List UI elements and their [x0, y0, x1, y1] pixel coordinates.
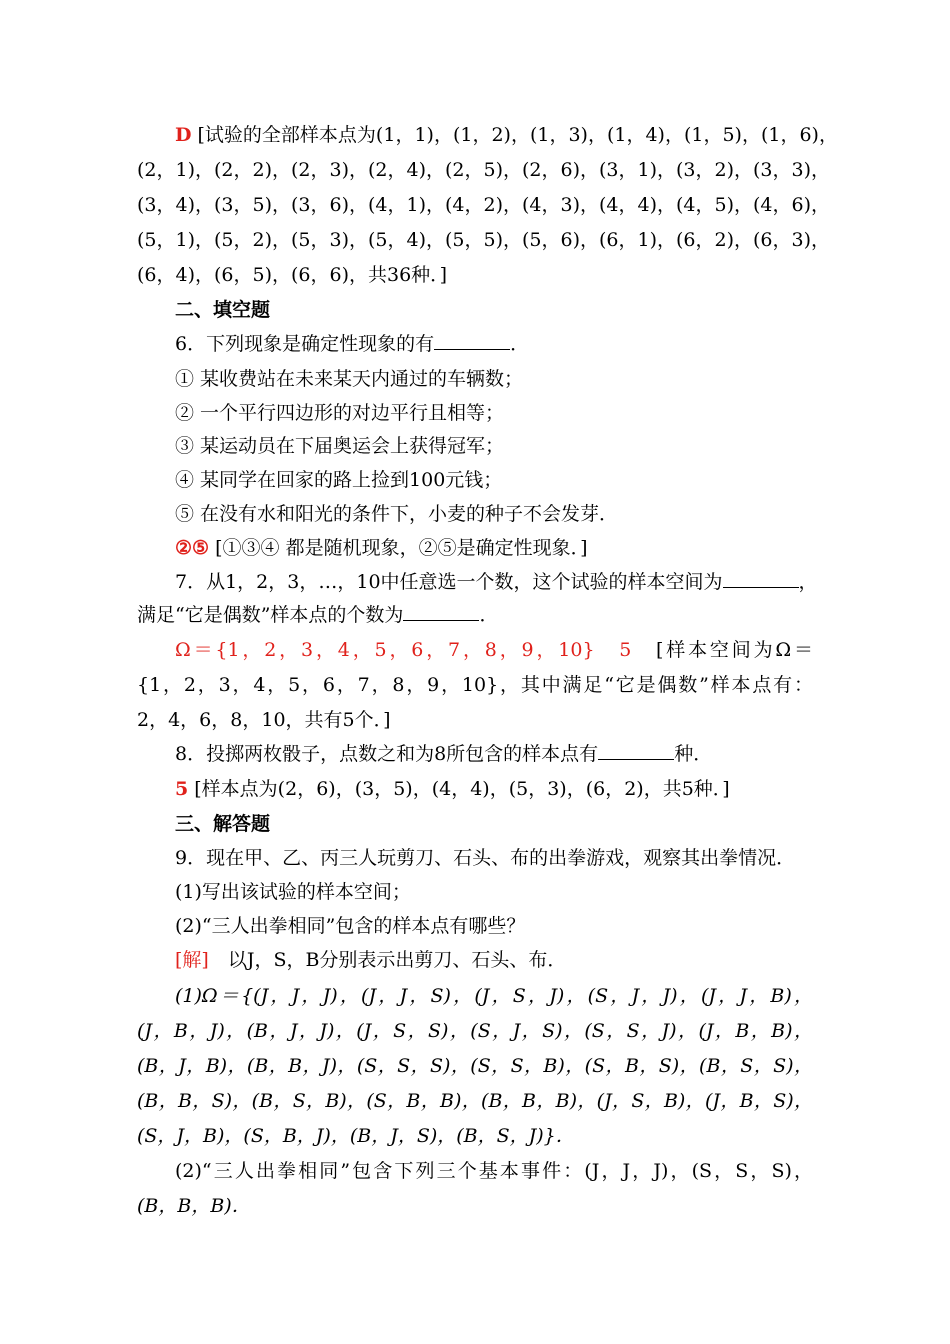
- q9-part-2: (2)“三人出拳相同”包含的样本点有哪些？: [175, 915, 526, 937]
- q5-answer-line-4: (5，1)，(5，2)，(5，3)，(5，4)，(5，5)，(5，6)，(6，1)，(6，2)，(6，3)，: [137, 229, 831, 251]
- q9-solution-line-3: (B，J，B)，(B，B，J)，(S，S，S)，(S，S，B)，(S，B，S)，(B，S，S)，: [137, 1055, 813, 1077]
- q7-answer-value: Ω＝{1，2，3，4，5，6，7，8，9，10} 5: [175, 639, 632, 661]
- q9-solution-line-2: (J，B，J)，(B，J，J)，(J，S，S)，(S，J，S)，(S，S，J)，(J，B，B)，: [137, 1020, 813, 1042]
- answer-blank: [434, 331, 510, 350]
- q8-answer-value: 5: [175, 778, 189, 800]
- q5-answer-line-3: (3，4)，(3，5)，(3，6)，(4，1)，(4，2)，(4，3)，(4，4)，(4，5)，(4，6)，: [137, 194, 831, 216]
- q6-option-4: ④ 某同学在回家的路上捡到100元钱；: [175, 469, 503, 491]
- q5-answer-line-5: (6，4)，(6，5)，(6，6)，共36种．]: [137, 264, 448, 286]
- q6-option-1: ① 某收费站在未来某天内通过的车辆数；: [175, 368, 524, 390]
- section-heading-solve: 三、解答题: [175, 813, 271, 835]
- answer-blank: [403, 602, 479, 621]
- q6-option-2: ② 一个平行四边形的对边平行且相等；: [175, 402, 505, 424]
- q9-solution-part2-line-1: (2)“三人出拳相同”包含下列三个基本事件：(J，J，J)，(S，S，S)，: [175, 1160, 813, 1182]
- q9-solution-line-1: (1)Ω＝{(J，J，J)，(J，J，S)，(J，S，J)，(S，J，J)，(J，J，B)，: [175, 985, 813, 1007]
- answer-blank: [598, 741, 674, 760]
- q9-part-1: (1)写出该试验的样本空间；: [175, 881, 411, 903]
- section-heading-fill-in: 二、填空题: [175, 299, 271, 321]
- q7-answer-line-3: 2，4，6，8，10，共有5个．]: [137, 709, 391, 731]
- solution-tag: [解]: [175, 949, 209, 971]
- q6-option-5: ⑤ 在没有水和阳光的条件下，小麦的种子不会发芽．: [175, 503, 619, 525]
- q9-solution-intro: [解] 以J，S，B分别表示出剪刀、石头、布．: [175, 949, 567, 971]
- q7-stem-line-1: 7．从1，2，3，…，10中任意选一个数，这个试验的样本空间为 ，: [175, 571, 818, 593]
- q7-answer-line-2: {1，2，3，4，5，6，7，8，9，10}，其中满足“它是偶数”样本点有：: [137, 674, 813, 696]
- q6-answer-value: ②⑤: [175, 537, 210, 559]
- q9-solution-line-5: (S，J，B)，(S，B，J)，(B，J，S)，(B，S，J)}．: [137, 1125, 575, 1147]
- q9-stem: 9．现在甲、乙、丙三人玩剪刀、石头、布的出拳游戏，观察其出拳情况．: [175, 847, 796, 869]
- q5-answer-line-2: (2，1)，(2，2)，(2，3)，(2，4)，(2，5)，(2，6)，(3，1)，(3，2)，(3，3)，: [137, 159, 831, 181]
- q8-stem: 8．投掷两枚骰子，点数之和为8所包含的样本点有 种．: [175, 743, 713, 765]
- q6-stem: 6．下列现象是确定性现象的有 ．: [175, 333, 530, 355]
- q6-answer: ②⑤ [①③④ 都是随机现象，②⑤是确定性现象．]: [175, 537, 588, 559]
- q5-answer-line-1: D [试验的全部样本点为(1，1)，(1，2)，(1，3)，(1，4)，(1，5)，(1，6)，: [175, 124, 838, 146]
- q5-answer-letter: D: [175, 124, 192, 146]
- q7-stem-line-2: 满足“它是偶数”样本点的个数为 ．: [137, 604, 499, 626]
- answer-blank: [723, 569, 799, 588]
- q6-option-3: ③ 某运动员在下届奥运会上获得冠军；: [175, 435, 505, 457]
- q8-answer: 5 [样本点为(2，6)，(3，5)，(4，4)，(5，3)，(6，2)，共5种．]: [175, 778, 730, 800]
- q9-solution-line-4: (B，B，S)，(B，S，B)，(S，B，B)，(B，B，B)，(J，S，B)，(J，B，S)，: [137, 1090, 813, 1112]
- q7-answer-line-1: Ω＝{1，2，3，4，5，6，7，8，9，10} 5 [样本空间为Ω＝: [175, 639, 813, 661]
- q9-solution-part2-line-2: (B，B，B)．: [137, 1195, 251, 1217]
